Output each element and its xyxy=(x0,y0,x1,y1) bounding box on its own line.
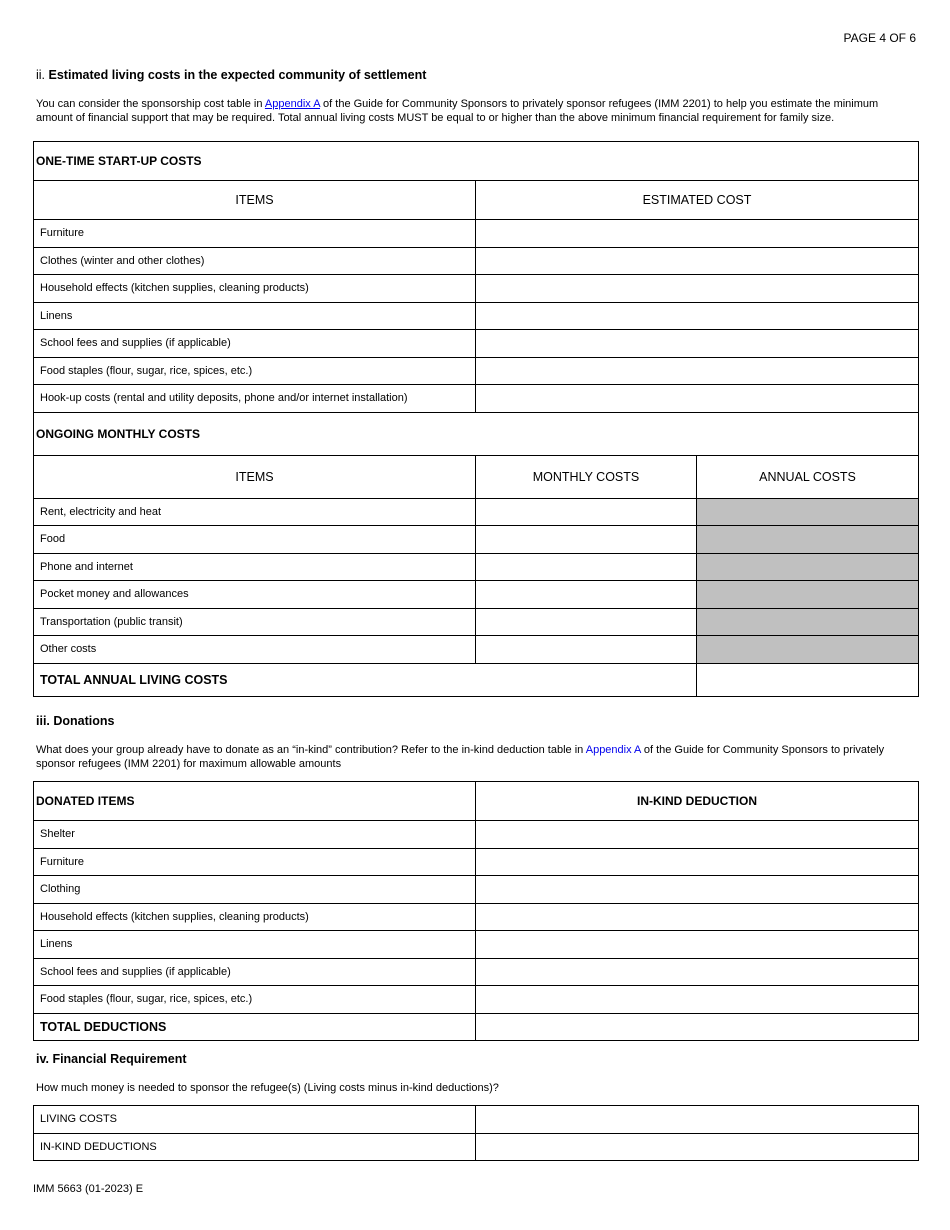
table-row xyxy=(34,931,919,959)
monthly-cost-input[interactable] xyxy=(476,553,697,581)
section-iii-text-1: What does your group already have to donate as an “in-kind” contribution? Refer to the in-kind deduction table in xyxy=(36,744,586,756)
table-row xyxy=(34,986,919,1014)
donated-item-label: Clothing xyxy=(34,876,476,904)
section-iv-title: iv. Financial Requirement xyxy=(36,1052,187,1066)
startup-item-label: Hook-up costs (rental and utility deposits, phone and/or internet installation) xyxy=(34,385,476,413)
appendix-a-link[interactable]: Appendix A xyxy=(585,744,641,756)
monthly-item-label: Other costs xyxy=(34,636,476,664)
annual-cost-readonly xyxy=(697,608,919,636)
donations-table xyxy=(33,781,919,1041)
monthly-item-label: Food xyxy=(34,526,476,554)
form-footer: IMM 5663 (01-2023) E xyxy=(33,1183,144,1195)
monthly-cost-input[interactable] xyxy=(476,498,697,526)
section-ii-numeral: ii. xyxy=(36,68,46,82)
annual-cost-readonly xyxy=(697,498,919,526)
deduction-input[interactable] xyxy=(476,986,919,1014)
startup-items-header: ITEMS xyxy=(34,181,476,220)
table-row xyxy=(34,247,919,275)
donated-items-header: DONATED ITEMS xyxy=(34,782,476,821)
table-row xyxy=(34,498,919,526)
section-ii-heading xyxy=(36,68,426,82)
table-row xyxy=(34,1133,919,1161)
table-row xyxy=(34,821,919,849)
monthly-cost-input[interactable] xyxy=(476,581,697,609)
deduction-input[interactable] xyxy=(476,821,919,849)
donated-item-label: School fees and supplies (if applicable) xyxy=(34,958,476,986)
startup-item-label: Clothes (winter and other clothes) xyxy=(34,247,476,275)
startup-costs-title: ONE-TIME START-UP COSTS xyxy=(34,142,919,181)
startup-item-label: School fees and supplies (if applicable) xyxy=(34,330,476,358)
table-row xyxy=(34,903,919,931)
total-annual-living-costs-input[interactable] xyxy=(697,663,919,696)
table-row xyxy=(34,357,919,385)
startup-cost-input[interactable] xyxy=(476,275,919,303)
table-row xyxy=(34,848,919,876)
table-row xyxy=(34,385,919,413)
financial-requirement-table xyxy=(33,1105,919,1161)
table-row xyxy=(34,876,919,904)
table-row xyxy=(34,275,919,303)
table-row xyxy=(34,581,919,609)
startup-cost-input[interactable] xyxy=(476,357,919,385)
page-number: PAGE 4 OF 6 xyxy=(843,31,916,45)
table-row xyxy=(34,636,919,664)
annual-cost-readonly xyxy=(697,581,919,609)
section-iii-paragraph xyxy=(36,744,916,771)
startup-cost-input[interactable] xyxy=(476,247,919,275)
monthly-cost-input[interactable] xyxy=(476,526,697,554)
startup-item-label: Food staples (flour, sugar, rice, spices, etc.) xyxy=(34,357,476,385)
in-kind-deductions-label: IN-KIND DEDUCTIONS xyxy=(34,1133,476,1161)
deduction-input[interactable] xyxy=(476,958,919,986)
startup-cost-input[interactable] xyxy=(476,302,919,330)
startup-cost-input[interactable] xyxy=(476,330,919,358)
living-costs-label: LIVING COSTS xyxy=(34,1106,476,1134)
deduction-input[interactable] xyxy=(476,876,919,904)
table-row xyxy=(34,220,919,248)
annual-cost-readonly xyxy=(697,636,919,664)
total-deductions-label: TOTAL DEDUCTIONS xyxy=(34,1013,476,1041)
deduction-input[interactable] xyxy=(476,848,919,876)
annual-costs-header: ANNUAL COSTS xyxy=(697,455,919,498)
annual-cost-readonly xyxy=(697,553,919,581)
table-row xyxy=(34,330,919,358)
table-row xyxy=(34,302,919,330)
startup-cost-header: ESTIMATED COST xyxy=(476,181,919,220)
section-ii-paragraph xyxy=(36,98,916,125)
donated-item-label: Linens xyxy=(34,931,476,959)
section-iv-paragraph: How much money is needed to sponsor the refugee(s) (Living costs minus in-kind deductions)? xyxy=(36,1082,499,1094)
deduction-input[interactable] xyxy=(476,903,919,931)
startup-item-label: Furniture xyxy=(34,220,476,248)
in-kind-deduction-header: IN-KIND DEDUCTION xyxy=(476,782,919,821)
total-annual-living-costs-label: TOTAL ANNUAL LIVING COSTS xyxy=(34,663,697,696)
section-iii-text-2: of the Guide for Community Sponsors to privately sponsor refugees (IMM 2201) for maximum allowable amounts xyxy=(36,744,885,770)
in-kind-deductions-input[interactable] xyxy=(476,1133,919,1161)
deduction-input[interactable] xyxy=(476,931,919,959)
monthly-item-label: Transportation (public transit) xyxy=(34,608,476,636)
monthly-item-label: Phone and internet xyxy=(34,553,476,581)
donated-item-label: Food staples (flour, sugar, rice, spices, etc.) xyxy=(34,986,476,1014)
monthly-cost-input[interactable] xyxy=(476,636,697,664)
table-row xyxy=(34,526,919,554)
total-deductions-input[interactable] xyxy=(476,1013,919,1041)
monthly-items-header: ITEMS xyxy=(34,455,476,498)
monthly-item-label: Rent, electricity and heat xyxy=(34,498,476,526)
annual-cost-readonly xyxy=(697,526,919,554)
monthly-item-label: Pocket money and allowances xyxy=(34,581,476,609)
section-ii-text-2: of the Guide for Community Sponsors to privately sponsor refugees (IMM 2201) to help you estimate the minimum amount of financial support that may be required. Total annual living costs MUST be equal to or higher than the above minimum financial requirement for family size. xyxy=(36,98,879,124)
table-row xyxy=(34,553,919,581)
table-row xyxy=(34,958,919,986)
appendix-a-link[interactable]: Appendix A xyxy=(264,98,320,110)
monthly-cost-input[interactable] xyxy=(476,608,697,636)
section-iii-title: iii. Donations xyxy=(36,714,115,728)
monthly-costs-header: MONTHLY COSTS xyxy=(476,455,697,498)
living-costs-input[interactable] xyxy=(476,1106,919,1134)
donated-item-label: Furniture xyxy=(34,848,476,876)
startup-cost-input[interactable] xyxy=(476,220,919,248)
donated-item-label: Household effects (kitchen supplies, cleaning products) xyxy=(34,903,476,931)
living-costs-table xyxy=(33,141,919,697)
donated-item-label: Shelter xyxy=(34,821,476,849)
table-row xyxy=(34,1106,919,1134)
table-row xyxy=(34,608,919,636)
section-ii-text-1: You can consider the sponsorship cost table in xyxy=(36,98,265,110)
startup-item-label: Household effects (kitchen supplies, cleaning products) xyxy=(34,275,476,303)
monthly-costs-title: ONGOING MONTHLY COSTS xyxy=(34,412,919,455)
startup-item-label: Linens xyxy=(34,302,476,330)
startup-cost-input[interactable] xyxy=(476,385,919,413)
section-ii-title: Estimated living costs in the expected community of settlement xyxy=(48,68,427,82)
